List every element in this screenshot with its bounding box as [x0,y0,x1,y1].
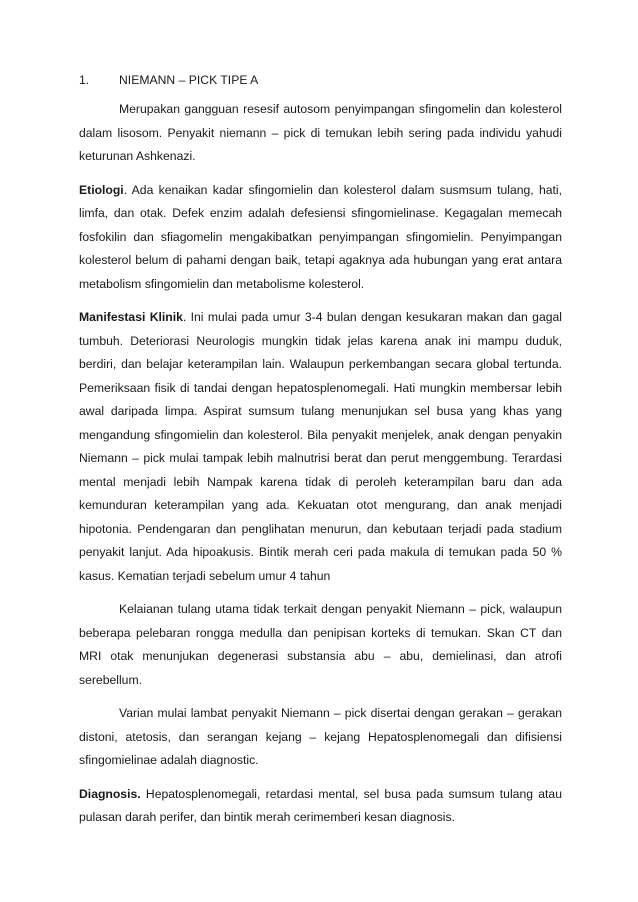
paragraph-text: Hepatosplenomegali, retardasi mental, sel busa pada sumsum tulang atau pulasan darah perifer, dan bintik merah cerimemberi kesan diagnosis. [79,786,562,824]
paragraph-varian [79,702,562,773]
paragraph-text: . Ada kenaikan kadar sfingomielin dan kolesterol dalam susmsum tulang, hati, limfa, dan otak. Defek enzim adalah defesiensi sfingomielinase. Kegagalan memecah fosfokilin dan sfiagomelin mengakibatkan penyimpangan sfingomielin. Penyimpangan kolesterol belum di pahami dengan baik, tetapi agaknya ada hubungan yang erat antara metabolism sfingomielin dan metabolisme kolesterol. [79,182,562,291]
paragraph-lead: Diagnosis. [79,786,141,801]
paragraph-text: . Ini mulai pada umur 3-4 bulan dengan kesukaran makan dan gagal tumbuh. Deteriorasi Neurologis mungkin tidak jelas karena anak ini mampu duduk, berdiri, dan belajar keterampilan lain. Walaupun perkembangan secara global tertunda. Pemeriksaan fisik di tandai dengan hepatosplenomegali. Hati mungkin membersar lebih awal daripada limpa. Aspirat sumsum tulang menunjukan sel busa yang khas yang mengandung sfingomielin dan kolesterol. Bila penyakit menjelek, anak dengan penyakin Niemann – pick mulai tampak lebih malnutrisi berat dan perut menggembung. Terardasi mental menjadi lebih Nampak karena tidak di peroleh keterampilan baru dan ada kemunduran keterampilan yang ada. Kekuatan otot mengurang, dan anak menjadi hipotonia. Pendengaran dan penglihatan menurun, dan kebutaan terjadi pada stadium penyakit lanjut. Ada hipoakusis. Bintik merah ceri pada makula di temukan pada 50 % kasus. Kematian terjadi sebelum umur 4 tahun [79,310,562,583]
paragraph-lead: Manifestasi Klinik [79,310,183,324]
paragraph-text: Varian mulai lambat penyakit Niemann – pick disertai dengan gerakan – gerakan distoni, atetosis, dan serangan kejang – kejang Hepatosplenomegali dan difisiensi sfingomielinae adalah diagnostic. [79,706,562,767]
section-number: 1. [79,73,90,87]
document-page [79,70,562,840]
paragraph-lead: Etiologi [79,182,124,197]
paragraph-text: Merupakan gangguan resesif autosom penyimpangan sfingomelin dan kolesterol dalam lisosom. Penyakit niemann – pick di temukan lebih sering pada individu yahudi keturunan Ashkenazi. [79,102,562,163]
paragraph-diagnosis [79,783,562,830]
section-title: NIEMANN – PICK TIPE A [119,73,259,87]
paragraph-etiologi [79,179,562,297]
paragraph-text: Kelaianan tulang utama tidak terkait dengan penyakit Niemann – pick, walaupun beberapa pelebaran rongga medulla dan penipisan korteks di temukan. Skan CT dan MRI otak menunjukan degenerasi substansia abu – abu, demielinasi, dan atrofi serebellum. [79,602,562,687]
paragraph-kelainan-tulang [79,598,562,692]
paragraph-manifestasi [79,306,562,588]
paragraph-intro [79,98,562,169]
section-heading [79,70,562,90]
